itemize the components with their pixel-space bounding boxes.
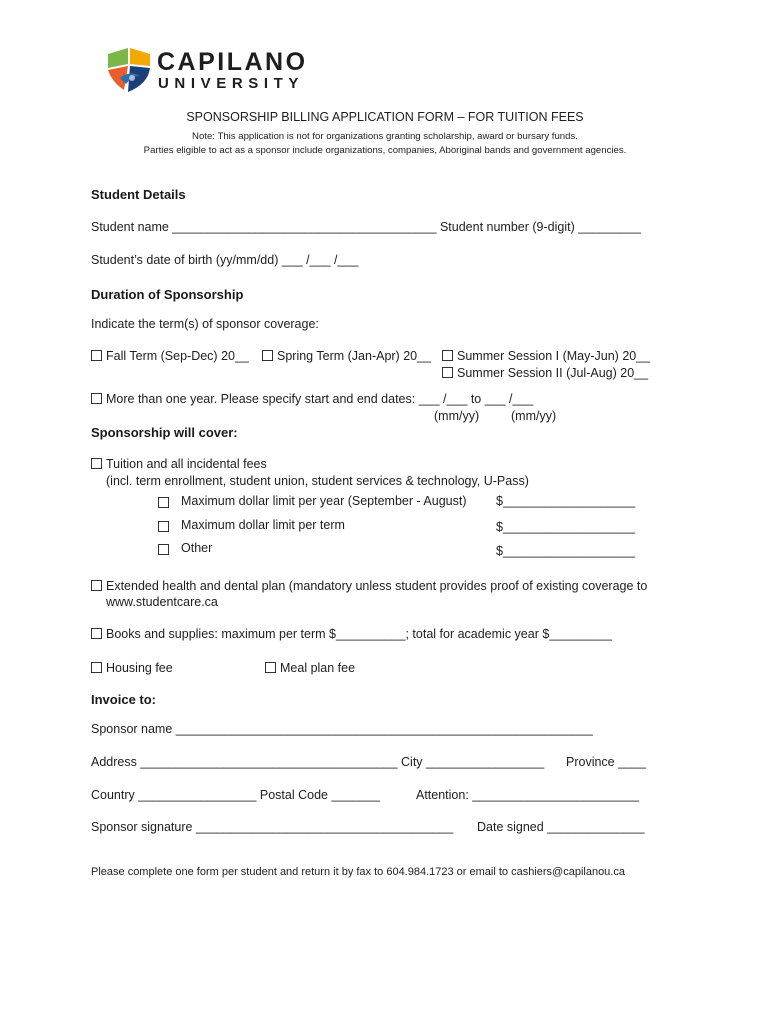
limit-per-year-amount-field[interactable]: $___________________ <box>496 494 636 508</box>
fall-term-option[interactable] <box>91 349 249 363</box>
spring-term-label: Spring Term (Jan-Apr) 20__ <box>277 349 432 363</box>
limit-per-term-checkbox[interactable] <box>158 521 169 532</box>
summer-session-2-label: Summer Session II (Jul-Aug) 20__ <box>457 366 649 380</box>
form-title: SPONSORSHIP BILLING APPLICATION FORM – FOR TUITION FEES <box>186 110 584 124</box>
meal-plan-checkbox[interactable] <box>265 662 276 673</box>
attention-field[interactable]: Attention: ________________________ <box>416 788 640 802</box>
health-plan-checkbox[interactable] <box>91 580 102 591</box>
summer-session-1-checkbox[interactable] <box>442 350 453 361</box>
capilano-shield-logo-icon <box>106 46 152 94</box>
logo-wordmark-university: UNIVERSITY <box>158 75 305 92</box>
sponsor-name-field[interactable]: Sponsor name ____________________________________________________________ <box>91 722 593 736</box>
spring-term-option[interactable] <box>262 349 431 363</box>
multi-year-label: More than one year. Please specify start and end dates: ___ /___ to ___ /___ <box>106 392 534 406</box>
housing-fee-label: Housing fee <box>106 661 173 675</box>
footer-instructions: Please complete one form per student and return it by fax to 604.984.1723 or email to cashiers@capilanou.ca <box>91 866 625 878</box>
student-dob-field[interactable]: Student’s date of birth (yy/mm/dd) ___ /___ /___ <box>91 253 359 267</box>
multi-year-checkbox[interactable] <box>91 393 102 404</box>
fall-term-checkbox[interactable] <box>91 350 102 361</box>
limit-per-year-checkbox[interactable] <box>158 497 169 508</box>
note-line-1: Note: This application is not for organizations granting scholarship, award or bursary funds. <box>192 131 578 142</box>
books-option[interactable] <box>91 627 612 641</box>
limit-per-term-amount-field[interactable]: $___________________ <box>496 520 636 534</box>
date-signed-field[interactable]: Date signed ______________ <box>477 820 645 834</box>
address-city-field[interactable]: Address _____________________________________ City _________________ <box>91 755 545 769</box>
summer-session-2-option[interactable] <box>442 366 648 380</box>
other-amount-field[interactable]: $___________________ <box>496 544 636 558</box>
housing-fee-option[interactable] <box>91 661 173 675</box>
summer-session-1-label: Summer Session I (May-Jun) 20__ <box>457 349 651 363</box>
health-plan-url: www.studentcare.ca <box>106 595 218 609</box>
cover-heading: Sponsorship will cover: <box>91 425 238 440</box>
invoice-heading: Invoice to: <box>91 692 157 707</box>
tuition-option[interactable] <box>91 457 267 471</box>
multi-year-option[interactable] <box>91 392 533 406</box>
tuition-label: Tuition and all incidental fees <box>106 457 267 471</box>
health-plan-label: Extended health and dental plan (mandatory unless student provides proof of existing coverage to <box>106 579 648 593</box>
meal-plan-option[interactable] <box>265 661 355 675</box>
start-date-format-label: (mm/yy) <box>434 409 480 423</box>
other-label: Other <box>181 541 213 555</box>
tuition-detail: (incl. term enrollment, student union, student services & technology, U-Pass) <box>106 474 529 488</box>
student-details-heading: Student Details <box>91 187 186 202</box>
limit-per-term-label: Maximum dollar limit per term <box>181 518 345 532</box>
summer-session-2-checkbox[interactable] <box>442 367 453 378</box>
meal-plan-label: Meal plan fee <box>280 661 356 675</box>
limit-per-year-label: Maximum dollar limit per year (September - August) <box>181 494 467 508</box>
tuition-checkbox[interactable] <box>91 458 102 469</box>
note-line-2: Parties eligible to act as a sponsor include organizations, companies, Aboriginal bands and government agencies. <box>143 145 627 156</box>
sponsor-signature-field[interactable]: Sponsor signature _____________________________________ <box>91 820 454 834</box>
country-postal-field[interactable]: Country _________________ Postal Code _______ <box>91 788 381 802</box>
summer-session-1-option[interactable] <box>442 349 650 363</box>
health-plan-option[interactable] <box>91 579 647 593</box>
fall-term-label: Fall Term (Sep-Dec) 20__ <box>106 349 249 363</box>
books-label: Books and supplies: maximum per term $__________; total for academic year $_________ <box>106 627 612 641</box>
duration-heading: Duration of Sponsorship <box>91 287 244 302</box>
duration-intro: Indicate the term(s) of sponsor coverage: <box>91 317 319 331</box>
books-checkbox[interactable] <box>91 628 102 639</box>
province-field[interactable]: Province ____ <box>566 755 646 769</box>
student-name-field[interactable]: Student name ______________________________________ Student number (9-digit) _________ <box>91 220 641 234</box>
spring-term-checkbox[interactable] <box>262 350 273 361</box>
end-date-format-label: (mm/yy) <box>511 409 557 423</box>
other-checkbox[interactable] <box>158 544 169 555</box>
logo-wordmark-capilano: CAPILANO <box>157 48 308 76</box>
housing-fee-checkbox[interactable] <box>91 662 102 673</box>
